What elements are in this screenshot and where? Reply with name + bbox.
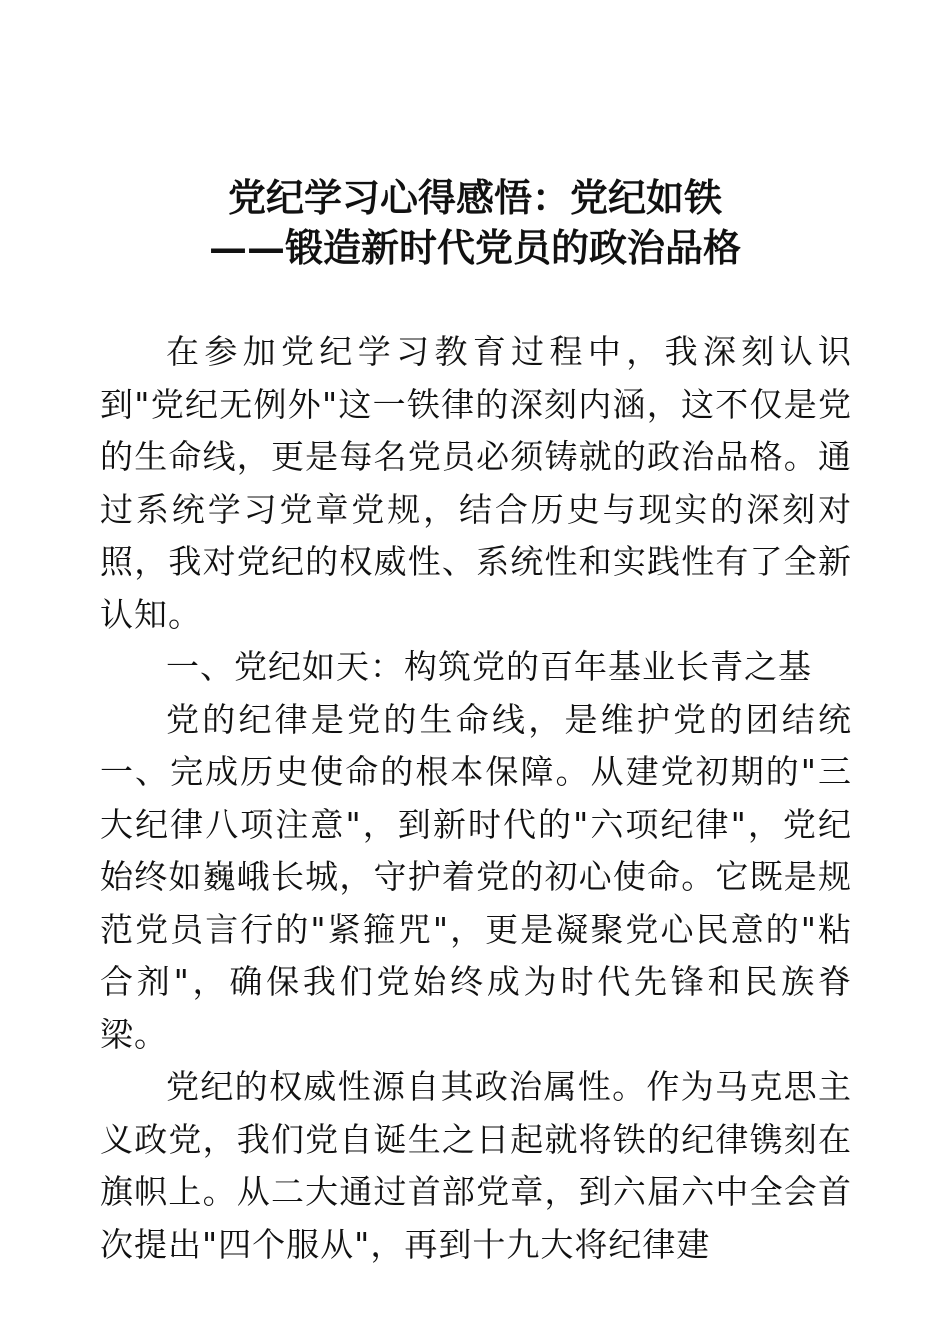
section-heading-1: 一、党纪如天：构筑党的百年基业长青之基 xyxy=(166,647,812,686)
paragraph-intro: 在参加党纪学习教育过程中，我深刻认识到"党纪无例外"这一铁律的深刻内涵，这不仅是党的生命线，更是每名党员必须铸就的政治品格。通过系统学习党章党规，结合历史与现实的深刻对照，我对党纪的权威性、系统性和实践性有了全新认知。 xyxy=(100,332,852,634)
paragraph-discipline-lifeline: 党的纪律是党的生命线，是维护党的团结统一、完成历史使命的根本保障。从建党初期的"三大纪律八项注意"，到新时代的"六项纪律"，党纪始终如巍峨长城，守护着党的初心使命。它既是规范党员言行的"紧箍咒"，更是凝聚党心民意的"粘合剂"，确保我们党始终成为时代先锋和民族脊梁。 xyxy=(100,699,852,1054)
document-body xyxy=(100,326,852,1271)
paragraph-authority: 党纪的权威性源自其政治属性。作为马克思主义政党，我们党自诞生之日起就将铁的纪律镌刻在旗帜上。从二大通过首部党章，到六届六中全会首次提出"四个服从"，再到十九大将纪律建 xyxy=(100,1067,852,1264)
document-title-line-1: 党纪学习心得感悟：党纪如铁 xyxy=(227,175,722,220)
document-title-line-2: ——锻造新时代党员的政治品格 xyxy=(208,225,741,270)
